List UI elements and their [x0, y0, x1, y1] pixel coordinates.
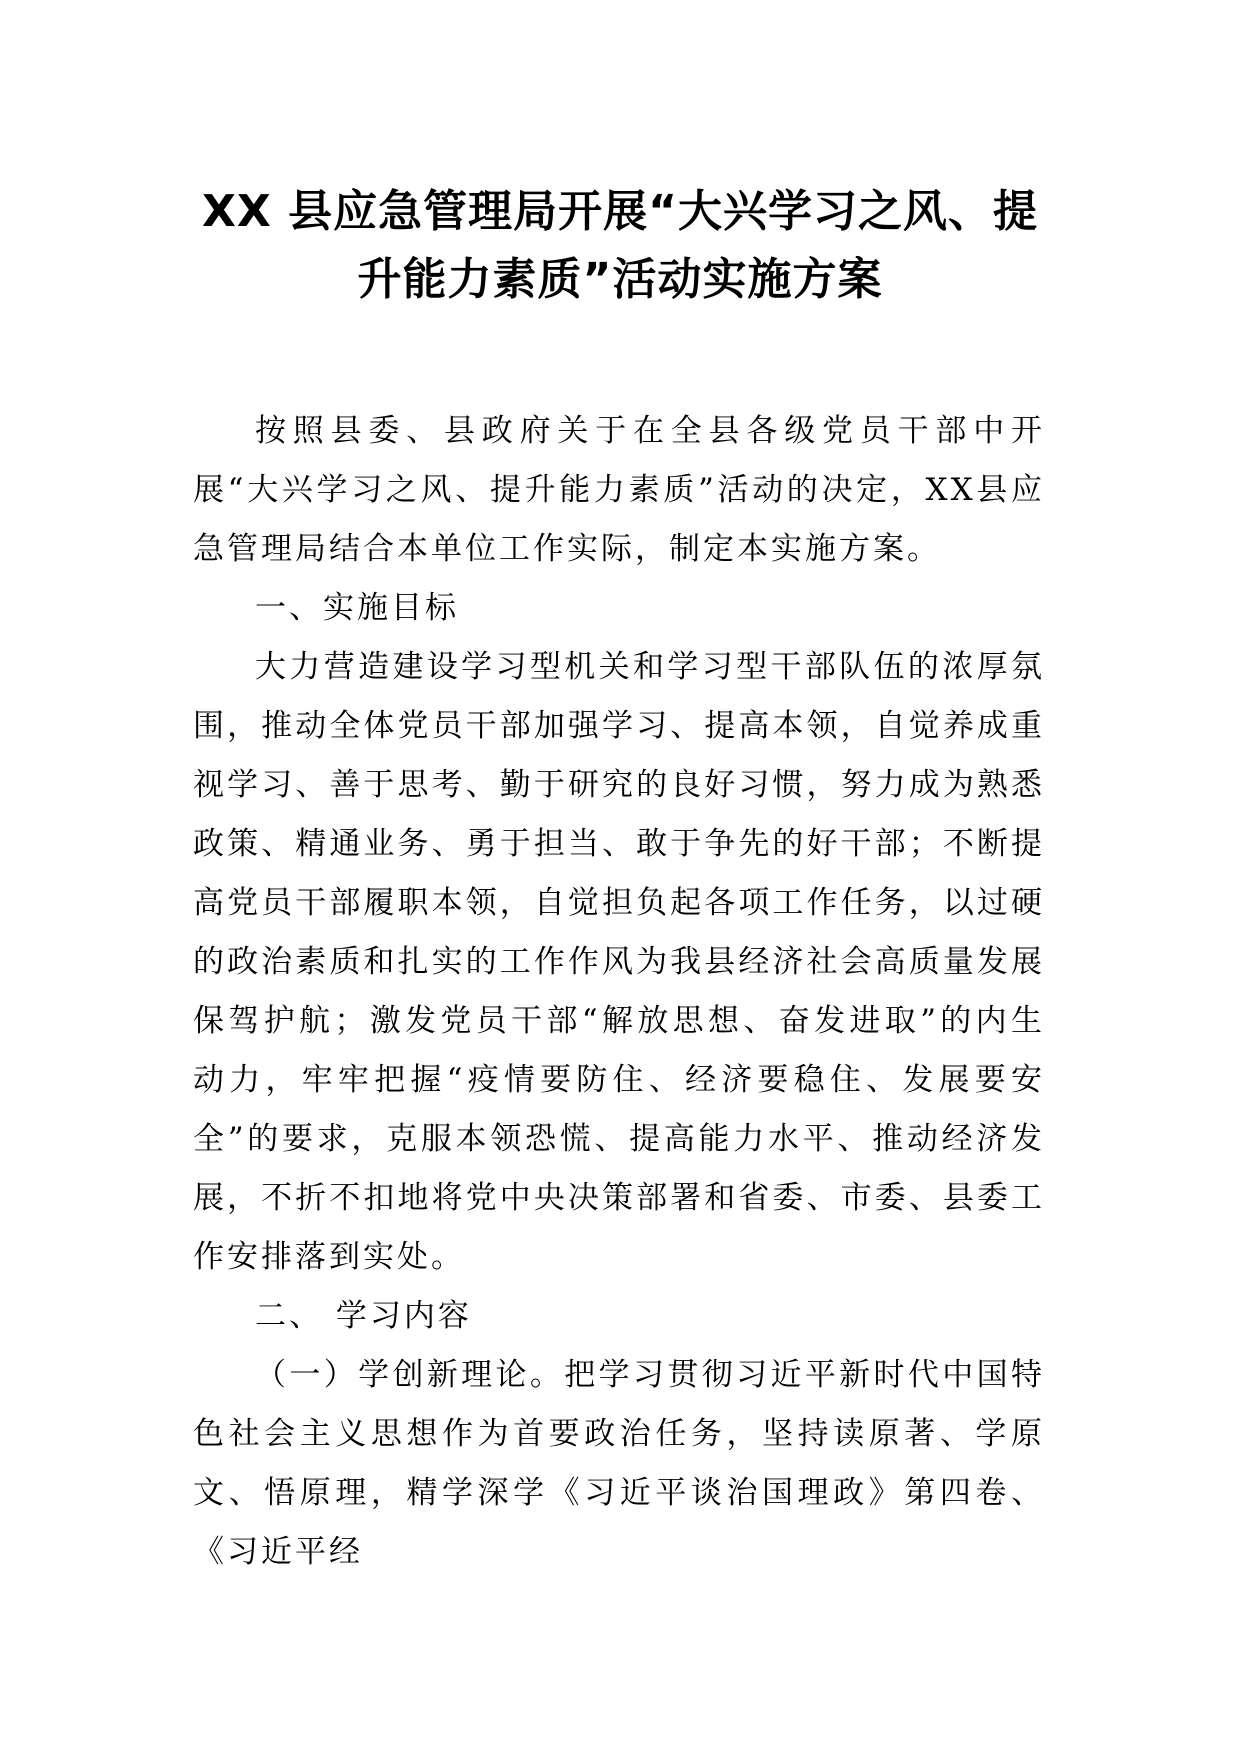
section-heading-content: 二、 学习内容 [255, 1298, 472, 1334]
title-line-1: XX 县应急管理局开展“大兴学习之风、提 [201, 186, 1039, 237]
document-body [193, 402, 1045, 1582]
document-title [190, 178, 1050, 314]
section-heading-goals: 一、实施目标 [255, 590, 459, 626]
content-item-1-paragraph: （一）学创新理论。把学习贯彻习近平新时代中国特色社会主义思想作为首要政治任务，坚持读原著、学原文、悟原理，精学深学《习近平谈治国理政》第四卷、《习近平经 [193, 1357, 1045, 1570]
title-line-2: 升能力素质”活动实施方案 [357, 254, 883, 305]
intro-paragraph: 按照县委、县政府关于在全县各级党员干部中开展“大兴学习之风、提升能力素质”活动的决定，XX县应急管理局结合本单位工作实际，制定本实施方案。 [193, 413, 1045, 567]
goals-paragraph: 大力营造建设学习型机关和学习型干部队伍的浓厚氛围，推动全体党员干部加强学习、提高本领，自觉养成重视学习、善于思考、勤于研究的良好习惯，努力成为熟悉政策、精通业务、勇于担当、敢于争先的好干部；不断提高党员干部履职本领，自觉担负起各项工作任务，以过硬的政治素质和扎实的工作作风为我县经济社会高质量发展保驾护航；激发党员干部“解放思想、奋发进取”的内生动力，牢牢把握“疫情要防住、经济要稳住、发展要安全”的要求，克服本领恐慌、提高能力水平、推动经济发展，不折不扣地将党中央决策部署和省委、市委、县委工作安排落到实处。 [193, 649, 1045, 1275]
